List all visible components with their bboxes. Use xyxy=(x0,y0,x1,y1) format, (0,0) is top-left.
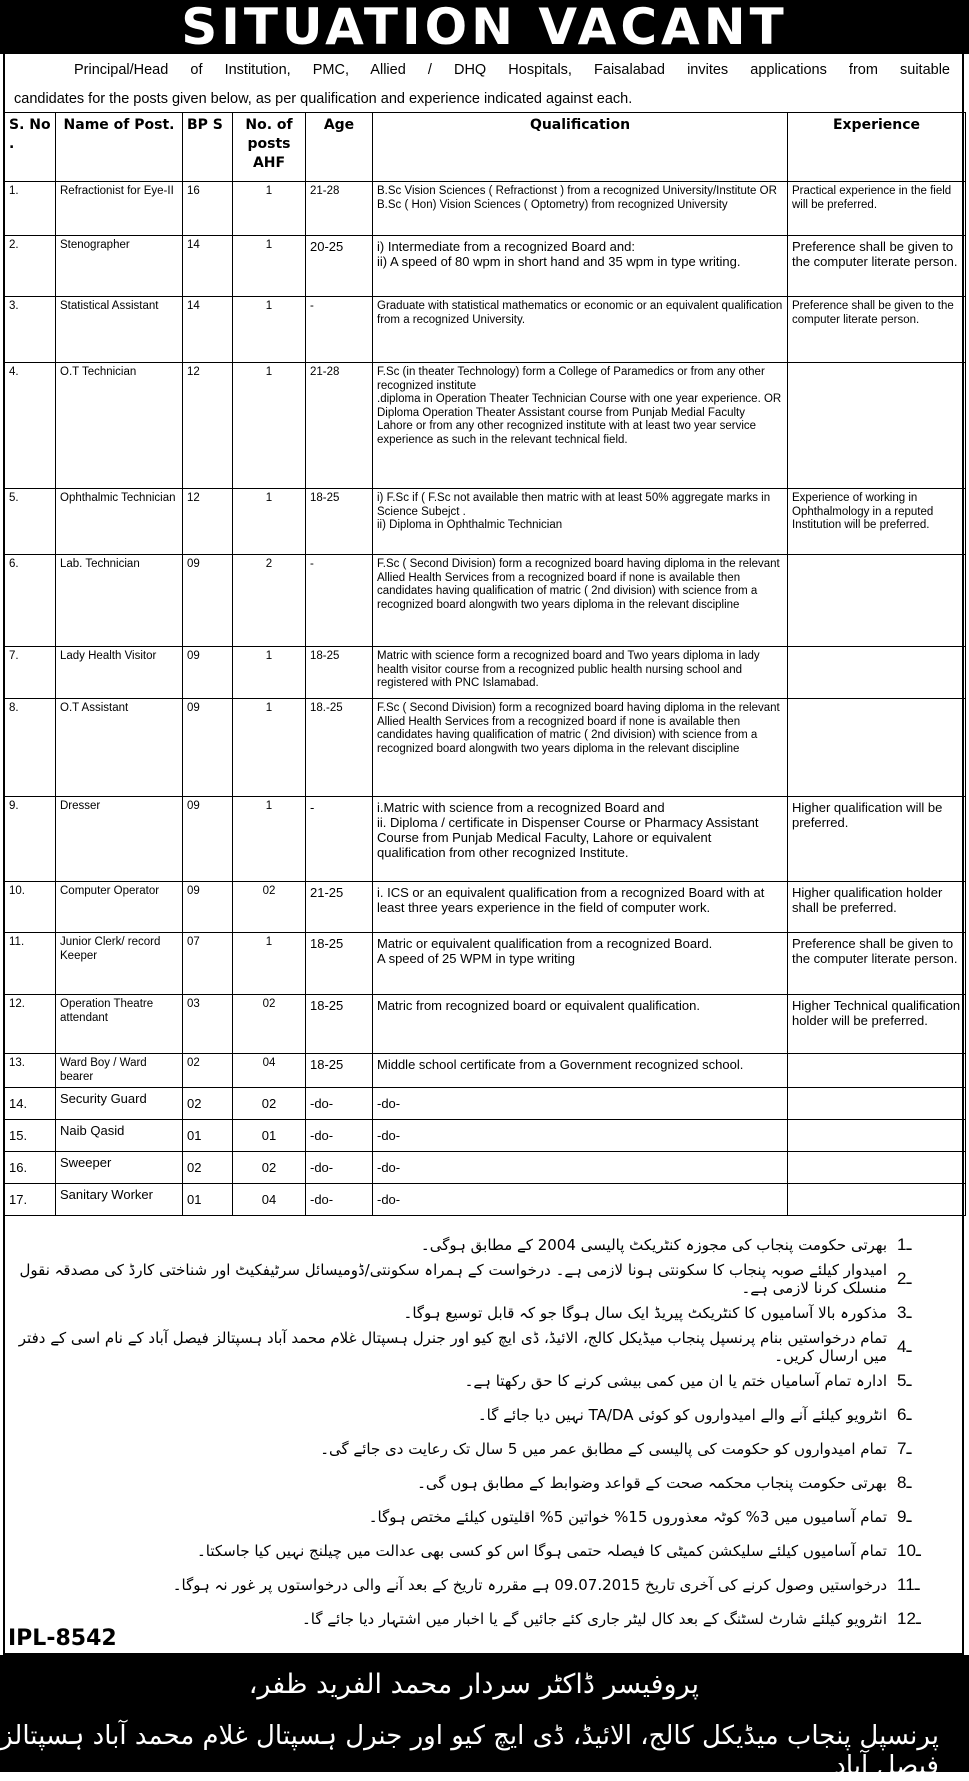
bps-cell: 12 xyxy=(183,489,233,555)
table-row xyxy=(5,1152,966,1184)
bps-cell: 02 xyxy=(183,1152,233,1184)
condition-number: 7ـ xyxy=(897,1439,912,1458)
bps-cell: 16 xyxy=(183,182,233,236)
table-row xyxy=(5,489,966,555)
sno-cell: 17. xyxy=(5,1184,56,1216)
condition-item xyxy=(15,1602,945,1636)
experience-cell: Preference shall be given to the computer literate person. xyxy=(788,297,966,363)
qualification-cell: F.Sc ( Second Division) form a recognized board having diploma in the relevant Allied Health Services from a recognized board if none is available then candidates having qualification of matric ( 2nd division) with science from a recognized board alongwith two years diploma in the relevant discipline xyxy=(373,555,788,647)
age-cell: 18-25 xyxy=(306,933,373,995)
bps-cell: 09 xyxy=(183,882,233,933)
qualification-cell: i. ICS or an equivalent qualification from a recognized Board with at least three years experience in the field of computer work. xyxy=(373,882,788,933)
bps-cell: 02 xyxy=(183,1054,233,1088)
posts-cell: 1 xyxy=(233,297,306,363)
condition-number: 6ـ xyxy=(897,1405,912,1424)
posts-cell: 1 xyxy=(233,797,306,882)
condition-number: 8ـ xyxy=(897,1473,912,1492)
age-cell: -do- xyxy=(306,1184,373,1216)
table-row xyxy=(5,647,966,699)
age-cell: 18.-25 xyxy=(306,699,373,797)
table-header-row xyxy=(5,113,966,182)
condition-text: انٹرویو کیلئے آنے والے امیدواروں کو کوئی TA/DA نہیں دیا جائے گا۔ xyxy=(477,1406,887,1424)
experience-cell xyxy=(788,555,966,647)
qualification-cell: Middle school certificate from a Government recognized school. xyxy=(373,1054,788,1088)
table-row xyxy=(5,699,966,797)
header-name: Name of Post. xyxy=(56,113,183,182)
table-row xyxy=(5,297,966,363)
sno-cell: 12. xyxy=(5,995,56,1054)
posts-cell: 1 xyxy=(233,489,306,555)
sno-cell: 15. xyxy=(5,1120,56,1152)
age-cell: 18-25 xyxy=(306,995,373,1054)
bps-cell: 09 xyxy=(183,647,233,699)
age-cell: - xyxy=(306,297,373,363)
condition-text: درخواستیں وصول کرنے کی آخری تاریخ 09.07.2015 ہے مقررہ تاریخ کے بعد آنے والی درخواستوں پر غور نہ ہوگا۔ xyxy=(172,1576,887,1594)
condition-item xyxy=(15,1330,945,1364)
posts-cell: 2 xyxy=(233,555,306,647)
condition-item xyxy=(15,1466,945,1500)
condition-number: 2ـ xyxy=(897,1269,912,1288)
ad-code: IPL-8542 xyxy=(8,1626,117,1651)
experience-cell xyxy=(788,699,966,797)
sno-cell: 9. xyxy=(5,797,56,882)
qualification-cell: i) F.Sc if ( F.Sc not available then matric with at least 50% aggregate marks in Science Subejct . ii) Diploma in Ophthalmic Technician xyxy=(373,489,788,555)
qualification-cell: F.Sc (in theater Technology) form a College of Paramedics or from any other recognized institute .diploma in Operation Theater Technician Course with one year experience. OR Diploma Operation Theater Assistant course from Punjab Medial Faculty Lahore or from any other recognized institute with at least two year service experience as such in the relevant technical field. xyxy=(373,363,788,489)
condition-number: 12ـ xyxy=(897,1609,921,1628)
age-cell: 21-28 xyxy=(306,363,373,489)
post-name-cell: Ward Boy / Ward bearer xyxy=(56,1054,183,1088)
posts-cell: 02 xyxy=(233,1152,306,1184)
post-name-cell: Sweeper xyxy=(56,1152,183,1184)
experience-cell: Practical experience in the field will be preferred. xyxy=(788,182,966,236)
condition-item xyxy=(15,1228,945,1262)
bps-cell: 14 xyxy=(183,297,233,363)
condition-number: 3ـ xyxy=(897,1303,912,1322)
bps-cell: 07 xyxy=(183,933,233,995)
sno-cell: 3. xyxy=(5,297,56,363)
table-row xyxy=(5,182,966,236)
intro-text xyxy=(14,56,950,114)
posts-cell: 1 xyxy=(233,933,306,995)
age-cell: -do- xyxy=(306,1088,373,1120)
sno-cell: 6. xyxy=(5,555,56,647)
table-row xyxy=(5,995,966,1054)
post-name-cell: Security Guard xyxy=(56,1088,183,1120)
posts-cell: 04 xyxy=(233,1184,306,1216)
qualification-cell: -do- xyxy=(373,1184,788,1216)
bps-cell: 14 xyxy=(183,236,233,297)
post-name-cell: Refractionist for Eye-II xyxy=(56,182,183,236)
qualification-cell: -do- xyxy=(373,1152,788,1184)
posts-cell: 1 xyxy=(233,236,306,297)
posts-cell: 02 xyxy=(233,1088,306,1120)
condition-number: 11ـ xyxy=(897,1575,920,1594)
experience-cell xyxy=(788,1120,966,1152)
qualification-cell: i.Matric with science from a recognized Board and ii. Diploma / certificate in Dispenser Course or Pharmacy Assistant Course from Punjab Medical Faculty, Lahore or equivalent qualification from other recognized Institute. xyxy=(373,797,788,882)
condition-text: تمام آسامیوں میں 3% کوٹہ معذوروں 15% خواتین 5% اقلیتوں کیلئے مختص ہوگا۔ xyxy=(368,1508,887,1526)
sno-cell: 7. xyxy=(5,647,56,699)
post-name-cell: Ophthalmic Technician xyxy=(56,489,183,555)
experience-cell: Preference shall be given to the computer literate person. xyxy=(788,236,966,297)
age-cell: - xyxy=(306,555,373,647)
qualification-cell: Graduate with statistical mathematics or economic or an equivalent qualification from a recognized University. xyxy=(373,297,788,363)
table-row xyxy=(5,933,966,995)
signature-block xyxy=(0,1655,969,1781)
bps-cell: 03 xyxy=(183,995,233,1054)
age-cell: 21-28 xyxy=(306,182,373,236)
condition-text: تمام آسامیوں کیلئے سلیکشن کمیٹی کا فیصلہ حتمی ہوگا اس کو کسی بھی عدالت میں چیلنج نہیں کیا جاسکتا۔ xyxy=(197,1542,887,1560)
table-row xyxy=(5,882,966,933)
age-cell: 18-25 xyxy=(306,647,373,699)
bps-cell: 01 xyxy=(183,1120,233,1152)
posts-cell: 1 xyxy=(233,699,306,797)
experience-cell: Higher Technical qualification holder will be preferred. xyxy=(788,995,966,1054)
sno-cell: 1. xyxy=(5,182,56,236)
experience-cell xyxy=(788,647,966,699)
experience-cell xyxy=(788,1088,966,1120)
experience-cell xyxy=(788,1184,966,1216)
condition-text: انٹرویو کیلئے شارٹ لسٹنگ کے بعد کال لیٹر جاری کئے جائیں گے یا اخبار میں اشتہار دیا جائے گا۔ xyxy=(301,1610,887,1628)
condition-number: 5ـ xyxy=(897,1371,912,1390)
qualification-cell: Matric or equivalent qualification from a recognized Board. A speed of 25 WPM in type writing xyxy=(373,933,788,995)
posts-cell: 1 xyxy=(233,182,306,236)
post-name-cell: Statistical Assistant xyxy=(56,297,183,363)
condition-text: امیدوار کیلئے صوبہ پنجاب کا سکونتی ہونا لازمی ہے۔ درخواست کے ہمراہ سکونتی/ڈومیسائل سرٹیفکیٹ اور شناختی کارڈ کی مصدقہ نقول منسلک کرنا لازمی ہے۔ xyxy=(19,1261,887,1297)
post-name-cell: Operation Theatre attendant xyxy=(56,995,183,1054)
sno-cell: 13. xyxy=(5,1054,56,1088)
post-name-cell: O.T Assistant xyxy=(56,699,183,797)
experience-cell xyxy=(788,1152,966,1184)
experience-cell: Higher qualification holder shall be preferred. xyxy=(788,882,966,933)
qualification-cell: Matric with science form a recognized board and Two years diploma in lady health visitor course from a recognized public health nursing school and registered with PNC Islamabad. xyxy=(373,647,788,699)
condition-item xyxy=(15,1500,945,1534)
condition-item xyxy=(15,1568,945,1602)
header-experience: Experience xyxy=(788,113,966,182)
posts-cell: 02 xyxy=(233,995,306,1054)
sno-cell: 10. xyxy=(5,882,56,933)
table-row xyxy=(5,1088,966,1120)
table-row xyxy=(5,363,966,489)
table-row xyxy=(5,1184,966,1216)
condition-item xyxy=(15,1432,945,1466)
post-name-cell: Dresser xyxy=(56,797,183,882)
age-cell: 18-25 xyxy=(306,489,373,555)
header-qualification: Qualification xyxy=(373,113,788,182)
intro-line-2: candidates for the posts given below, as per qualification and experience indicated against each. xyxy=(14,91,633,107)
post-name-cell: Stenographer xyxy=(56,236,183,297)
posts-cell: 02 xyxy=(233,882,306,933)
condition-item xyxy=(15,1534,945,1568)
table-row xyxy=(5,1120,966,1152)
condition-number: 4ـ xyxy=(897,1337,912,1356)
vacancy-table xyxy=(4,112,966,1216)
post-name-cell: Lady Health Visitor xyxy=(56,647,183,699)
bps-cell: 09 xyxy=(183,555,233,647)
age-cell: -do- xyxy=(306,1152,373,1184)
bps-cell: 02 xyxy=(183,1088,233,1120)
table-row xyxy=(5,797,966,882)
condition-text: بھرتی حکومت پنجاب محکمہ صحت کے قواعد وضوابط کے مطابق ہوں گی۔ xyxy=(417,1474,887,1492)
sno-cell: 14. xyxy=(5,1088,56,1120)
table-row xyxy=(5,236,966,297)
header-sno: S. No . xyxy=(5,113,56,182)
table-body xyxy=(5,182,966,1216)
qualification-cell: F.Sc ( Second Division) form a recognized board having diploma in the relevant Allied Health Services from a recognized board if none is available then candidates having qualification of matric ( 2nd division) with science from a recognized board alongwith two years diploma in the relevant discipline xyxy=(373,699,788,797)
age-cell: 20-25 xyxy=(306,236,373,297)
experience-cell: Experience of working in Ophthalmology in a reputed Institution will be preferred. xyxy=(788,489,966,555)
intro-line-1: Principal/Head of Institution, PMC, Allied / DHQ Hospitals, Faisalabad invites applications from suitable xyxy=(74,62,950,78)
experience-cell: Preference shall be given to the computer literate person. xyxy=(788,933,966,995)
sno-cell: 5. xyxy=(5,489,56,555)
experience-cell: Higher qualification will be preferred. xyxy=(788,797,966,882)
table-row xyxy=(5,555,966,647)
sno-cell: 4. xyxy=(5,363,56,489)
condition-text: بھرتی حکومت پنجاب کی مجوزہ کنٹریکٹ پالیسی 2004 کے مطابق ہوگی۔ xyxy=(420,1236,887,1254)
posts-cell: 1 xyxy=(233,647,306,699)
age-cell: - xyxy=(306,797,373,882)
age-cell: 18-25 xyxy=(306,1054,373,1088)
signatory-designation: پرنسپل پنجاب میڈیکل کالج، الائیڈ، ڈی ایچ کیو اور جنرل ہسپتال غلام محمد آباد ہسپتالز فیصل آباد xyxy=(0,1721,939,1781)
qualification-cell: Matric from recognized board or equivalent qualification. xyxy=(373,995,788,1054)
condition-item xyxy=(15,1364,945,1398)
header-bps: BP S xyxy=(183,113,233,182)
posts-cell: 04 xyxy=(233,1054,306,1088)
sno-cell: 2. xyxy=(5,236,56,297)
qualification-cell: i) Intermediate from a recognized Board and: ii) A speed of 80 wpm in short hand and 35 wpm in type writing. xyxy=(373,236,788,297)
bps-cell: 09 xyxy=(183,797,233,882)
signatory-name: پروفیسر ڈاکٹر سردار محمد الفرید ظفر، xyxy=(248,1669,699,1700)
bps-cell: 01 xyxy=(183,1184,233,1216)
condition-text: ادارہ تمام آسامیاں ختم یا ان میں کمی بیشی کرنے کا حق رکھتا ہے۔ xyxy=(464,1372,887,1390)
sno-cell: 11. xyxy=(5,933,56,995)
condition-number: 1ـ xyxy=(897,1235,912,1254)
post-name-cell: Sanitary Worker xyxy=(56,1184,183,1216)
qualification-cell: -do- xyxy=(373,1120,788,1152)
bps-cell: 12 xyxy=(183,363,233,489)
header-posts: No. of posts AHF xyxy=(233,113,306,182)
banner-title: SITUATION VACANT xyxy=(0,0,969,54)
header-age: Age xyxy=(306,113,373,182)
post-name-cell: Computer Operator xyxy=(56,882,183,933)
post-name-cell: Lab. Technician xyxy=(56,555,183,647)
age-cell: -do- xyxy=(306,1120,373,1152)
condition-number: 10ـ xyxy=(897,1541,921,1560)
post-name-cell: Naib Qasid xyxy=(56,1120,183,1152)
qualification-cell: B.Sc Vision Sciences ( Refractionst ) from a recognized University/Institute OR B.Sc ( Hon) Vision Sciences ( Optometry) from recognized University xyxy=(373,182,788,236)
posts-cell: 01 xyxy=(233,1120,306,1152)
condition-text: تمام درخواستیں بنام پرنسپل پنجاب میڈیکل کالج، الائیڈ، ڈی ایچ کیو اور جنرل ہسپتال غلام محمد آباد ہسپتالز فیصل آباد کے نام اسی کے دفتر میں ارسال کریں۔ xyxy=(18,1329,887,1365)
experience-cell xyxy=(788,363,966,489)
table-row xyxy=(5,1054,966,1088)
condition-text: مذکورہ بالا آسامیوں کا کنٹریکٹ پیریڈ ایک سال ہوگا جو کہ قابل توسیع ہوگا۔ xyxy=(403,1304,887,1322)
posts-cell: 1 xyxy=(233,363,306,489)
age-cell: 21-25 xyxy=(306,882,373,933)
sno-cell: 8. xyxy=(5,699,56,797)
condition-number: 9ـ xyxy=(897,1507,912,1526)
sno-cell: 16. xyxy=(5,1152,56,1184)
post-name-cell: O.T Technician xyxy=(56,363,183,489)
condition-item xyxy=(15,1398,945,1432)
condition-text: تمام امیدواروں کو حکومت کی پالیسی کے مطابق عمر میں 5 سال تک رعایت دی جائے گی۔ xyxy=(320,1440,887,1458)
condition-item xyxy=(15,1296,945,1330)
bps-cell: 09 xyxy=(183,699,233,797)
experience-cell xyxy=(788,1054,966,1088)
qualification-cell: -do- xyxy=(373,1088,788,1120)
condition-item xyxy=(15,1262,945,1296)
post-name-cell: Junior Clerk/ record Keeper xyxy=(56,933,183,995)
